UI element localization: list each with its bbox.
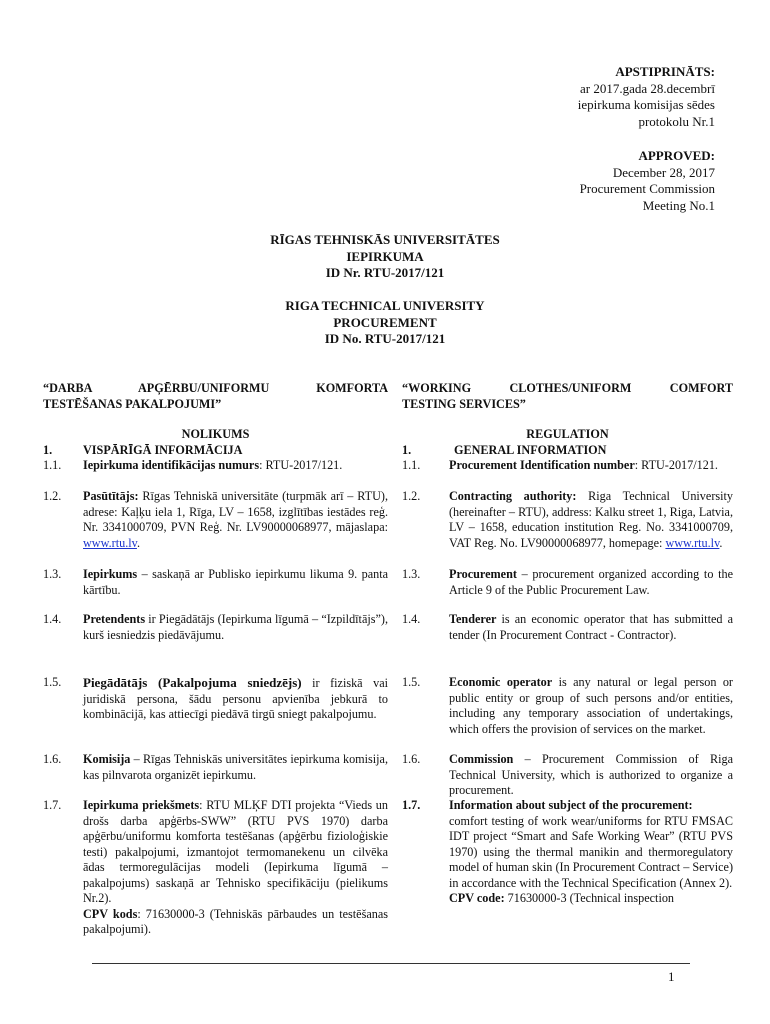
item-text — [83, 458, 388, 474]
subject-line: “WORKING CLOTHES/UNIFORM COMFORT — [402, 381, 733, 395]
approval-line: Meeting No.1 — [642, 197, 715, 213]
approval-heading-en: APPROVED: — [638, 148, 715, 163]
item-number: 1.1. — [43, 458, 62, 472]
item-term: Pasūtītājs: — [83, 489, 139, 503]
item-number: 1.6. — [402, 752, 421, 766]
approval-heading-lv: APSTIPRINĀTS: — [615, 64, 715, 79]
item-text — [83, 567, 388, 598]
list-item — [402, 752, 733, 799]
list-item — [43, 612, 388, 643]
approval-line: December 28, 2017 — [612, 164, 715, 180]
item-text — [449, 489, 733, 551]
item-number: 1.3. — [402, 567, 421, 581]
item-term: CPV code: — [449, 891, 505, 905]
item-body: ir fiziskā vai juridiskā persona, šādu personu apvienība jebkurā to kombinācijā, kas attiecīgi piedāvā tirgū sniegt pakalpojumu. — [83, 676, 388, 721]
section-number: 1. — [402, 443, 412, 457]
item-number: 1.4. — [402, 612, 421, 626]
item-term: Pretendents — [83, 612, 146, 626]
approval-line: protokolu Nr.1 — [638, 113, 715, 129]
list-item — [43, 675, 388, 723]
item-body: : RTU-2017/121. — [634, 458, 718, 472]
list-item — [402, 567, 733, 598]
list-item — [43, 798, 388, 938]
item-term: Commission — [449, 752, 514, 766]
item-body: comfort testing of work wear/uniforms for RTU FMSAC IDT project “Smart and Safe Working Wear” (RTU PVS 1970) using the thermal manikin and thermoregulatory model of human skin (In Procurement Contract – Service) in accordance with the Technical Specification (Annex 2). — [449, 813, 733, 890]
title-line: ID Nr. RTU-2017/121 — [325, 265, 445, 280]
approval-block-en — [580, 148, 715, 214]
list-item — [402, 675, 733, 737]
item-text — [83, 798, 388, 938]
item-body: Riga Technical University (hereinafter – RTU), address: Kalku street 1, Riga, Latvia, LV – 1658, education institution Reg. No. 3341000709, VAT Reg. No. LV90000068977, homepage: — [449, 489, 733, 550]
item-body: : 71630000-3 (Tehniskās pārbaudes un testēšanas pakalpojumi). — [83, 906, 388, 936]
approval-line: Procurement Commission — [579, 181, 715, 196]
item-body: – procurement organized according to the Article 9 of the Public Procurement Law. — [449, 567, 733, 597]
item-number: 1.1. — [402, 458, 421, 472]
item-text — [83, 752, 388, 783]
item-text — [83, 489, 388, 551]
section-1-heading-en — [402, 443, 606, 459]
document-title-lv — [0, 232, 770, 282]
title-line: IEPIRKUMA — [346, 248, 424, 264]
item-term: Iepirkuma identifikācijas numurs — [83, 458, 260, 472]
item-body: is any natural or legal person or public entity or group of such persons and/or entities, including any temporary association of undertakings, which offers the provision of services on the market. — [449, 675, 733, 736]
section-number: 1. — [43, 443, 53, 457]
subject-title-en — [402, 381, 733, 412]
list-item — [43, 489, 388, 551]
item-body: : RTU MLĶF DTI projekta “Vieds un drošs darba apģērbs-SWW” (RTU PVS 1970) darba apģērbu/uniformu komforta testēšanas (apģērbu fizioloģiskie testi) pakalpojumi, izmantojot termomanekenu un cilvēka ādas termoregulācijas modeli (Iepirkuma līgumā – pakalpojums) saskaņā ar Tehnisko specifikāciju (pielikums Nr.2). — [83, 798, 388, 905]
item-body: – Rīgas Tehniskās universitātes iepirkuma komisija, kas pilnvarota organizēt iepirkumu. — [83, 752, 388, 782]
item-text — [83, 675, 388, 723]
item-term: Procurement Identification number — [449, 458, 635, 472]
item-number: 1.7. — [43, 798, 62, 812]
item-term: Piegādātājs (Pakalpojuma sniedzējs) — [83, 675, 302, 690]
page-number: 1 — [668, 969, 675, 984]
heading-regulation: REGULATION — [526, 427, 609, 441]
list-item — [402, 798, 733, 907]
title-line: RIGA TECHNICAL UNIVERSITY — [285, 298, 485, 313]
approval-line: iepirkuma komisijas sēdes — [577, 97, 715, 112]
title-line: PROCUREMENT — [333, 314, 437, 330]
item-body: 71630000-3 (Technical inspection — [504, 891, 675, 905]
item-body: : RTU-2017/121. — [259, 458, 343, 472]
item-term: Economic operator — [449, 675, 553, 689]
section-title: GENERAL INFORMATION — [454, 443, 607, 457]
item-number: 1.7. — [402, 798, 421, 812]
item-term: Procurement — [449, 567, 517, 581]
homepage-link[interactable]: www.rtu.lv — [83, 535, 137, 550]
item-term: Komisija — [83, 752, 131, 766]
list-item — [402, 489, 733, 551]
item-text — [449, 612, 733, 643]
item-text — [449, 675, 733, 737]
item-number: 1.5. — [402, 675, 421, 689]
item-number: 1.2. — [43, 489, 62, 503]
item-number: 1.6. — [43, 752, 62, 766]
item-body: – saskaņā ar Publisko iepirkumu likuma 9. panta kārtību. — [83, 567, 388, 597]
list-item — [43, 752, 388, 783]
item-term: Information about subject of the procurement: — [449, 798, 693, 812]
item-number: 1.2. — [402, 489, 421, 503]
item-body: ir Piegādātājs (Iepirkuma līgumā – “Izpildītājs”), kurš iesniedzis piedāvājumu. — [83, 612, 388, 642]
item-body: . — [719, 535, 723, 550]
item-number: 1.3. — [43, 567, 62, 581]
item-body: . — [136, 535, 140, 550]
approval-line: ar 2017.gada 28.decembrī — [579, 80, 715, 96]
item-term: Iepirkums — [83, 567, 138, 581]
approval-block-lv — [578, 64, 715, 130]
subject-line: TESTĒŠANAS PAKALPOJUMI” — [43, 396, 222, 411]
subject-line: “DARBA APĢĒRBU/UNIFORMU KOMFORTA — [43, 381, 388, 395]
item-text — [449, 752, 733, 799]
section-1-heading-lv — [43, 443, 242, 459]
list-item — [402, 612, 733, 643]
item-text — [449, 458, 733, 474]
item-body: is an economic operator that has submitted a tender (In Procurement Contract - Contractor). — [449, 612, 733, 642]
item-text — [83, 612, 388, 643]
item-term: Tenderer — [449, 612, 497, 626]
list-item — [43, 567, 388, 598]
section-title: VISPĀRĪGĀ INFORMĀCIJA — [83, 443, 243, 457]
item-body: Rīgas Tehniskā universitāte (turpmāk arī – RTU), adrese: Kaļķu iela 1, Rīga, LV – 1658, izglītības iestādes reģ. Nr. 3341000709, PVN Reģ. Nr. LV90000068977, mājaslapa: — [83, 489, 388, 534]
item-number: 1.4. — [43, 612, 62, 626]
heading-nolikums: NOLIKUMS — [181, 427, 250, 441]
list-item — [43, 458, 388, 474]
item-number: 1.5. — [43, 675, 62, 689]
item-body: – Procurement Commission of Riga Technical University, which is authorized to organize a procurement. — [449, 752, 733, 797]
list-item — [402, 458, 733, 474]
item-text — [449, 798, 733, 907]
item-term: CPV kods — [83, 906, 138, 921]
title-line: RĪGAS TEHNISKĀS UNIVERSITĀTES — [270, 232, 500, 247]
homepage-link[interactable]: www.rtu.lv — [665, 535, 720, 550]
item-text — [449, 567, 733, 598]
item-term: Iepirkuma priekšmets — [83, 798, 200, 812]
item-term: Contracting authority: — [449, 489, 577, 503]
footer-divider — [92, 963, 690, 964]
title-line: ID No. RTU-2017/121 — [324, 331, 446, 346]
subject-title-lv — [43, 381, 388, 412]
document-title-en — [0, 298, 770, 348]
subject-line: TESTING SERVICES” — [402, 396, 526, 411]
